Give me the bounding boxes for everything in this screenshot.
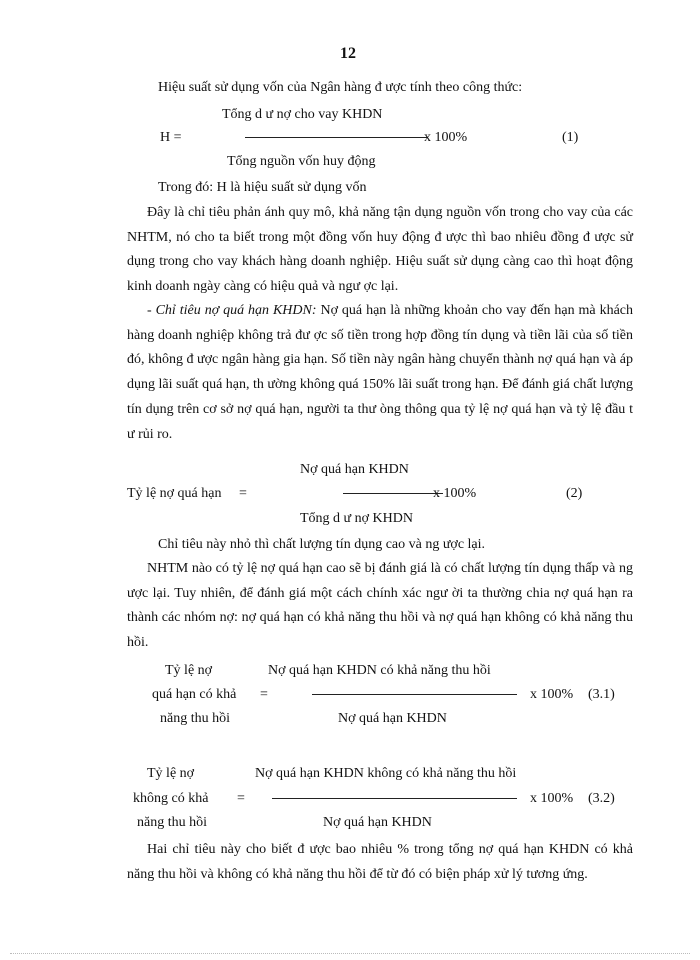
formula-1-numerator: Tổng d ư nợ cho vay KHDN: [222, 107, 383, 122]
paragraph-4-text: NHTM nào có tỷ lệ nợ quá hạn cao sẽ bị đánh giá là có chất lượng tín dụng thấp và ng ược lại. Tuy nhiên, để đánh giá một cách chính xác ngư ời ta thường chia nợ quá hạn ra thành các nhóm nợ: nợ quá hạn có khả năng thu hồi và nợ quá hạn không có khả năng thu hồi.: [127, 561, 633, 651]
paragraph-2-text: Nợ quá hạn là những khoản cho vay đến hạn mà khách hàng doanh nghiệp không trả đư ợc số tiền trong hợp đồng tín dụng và tiền lãi của số tiền đó, không đ ược ngân hàng gia hạn. Số tiền này ngân hàng chuyển thành nợ quá hạn và áp dụng lãi suất quá hạn, th ường không quá 150% lãi suất trong hạn. Để đánh giá chất lượng tín dụng trên cơ sở nợ quá hạn, người ta thư òng thông qua tỷ lệ nợ quá hạn và tỷ lệ đầu t ư rủi ro.: [127, 303, 633, 442]
formula-1-lhs: H =: [160, 130, 182, 145]
paragraph-3: Chỉ tiêu này nhỏ thì chất lượng tín dụng cao và ng ược lại.: [158, 537, 486, 552]
formula-3-2-equals: =: [237, 791, 245, 806]
paragraph-2-lead: - Chỉ tiêu nợ quá hạn KHDN:: [147, 303, 317, 318]
formula-3-1-equals: =: [260, 687, 268, 702]
formula-1-tag: (1): [562, 130, 579, 145]
page-number: 12: [340, 45, 356, 62]
formula-3-1-lhs-line-2: quá hạn có khả: [152, 687, 237, 702]
formula-2-denominator: Tổng d ư nợ KHDN: [300, 511, 413, 526]
formula-3-1-denominator: Nợ quá hạn KHDN: [338, 711, 447, 726]
formula-2-fraction-bar: [343, 493, 443, 494]
formula-1-definition: Trong đó: H là hiệu suất sử dụng vốn: [158, 180, 367, 195]
paragraph-1-text: Đây là chỉ tiêu phản ánh quy mô, khả năng tận dụng nguồn vốn trong cho vay của các NHTM, nó cho ta biết trong một đồng vốn huy động đ ược thì bao nhiêu đồng đ ược sử dụng trong cho vay khách hàng doanh nghiệp. Hiệu suất sử dụng càng cao thì hoạt động kinh doanh ngày càng có hiệu quả và ngư ợc lại.: [127, 205, 633, 295]
formula-3-2-fraction-bar: [272, 798, 517, 799]
formula-1-denominator: Tổng nguồn vốn huy động: [227, 154, 376, 169]
paragraph-4: [127, 557, 633, 656]
intro-line: Hiệu suất sử dụng vốn của Ngân hàng đ ược tính theo công thức:: [158, 80, 523, 95]
formula-3-2-lhs-line-1: Tỷ lệ nợ: [147, 766, 195, 781]
paragraph-1: [127, 201, 633, 300]
formula-3-2-numerator: Nợ quá hạn KHDN không có khả năng thu hồi: [255, 766, 517, 781]
formula-1-times: x 100%: [424, 130, 468, 145]
formula-2-tag: (2): [566, 486, 583, 501]
formula-2-numerator: Nợ quá hạn KHDN: [300, 462, 409, 477]
formula-3-2-denominator: Nợ quá hạn KHDN: [323, 815, 432, 830]
formula-1-fraction-bar: [245, 137, 427, 138]
formula-3-2-times: x 100%: [530, 791, 574, 806]
paragraph-2: [127, 299, 633, 447]
formula-3-1-lhs-line-3: năng thu hồi: [160, 711, 230, 726]
formula-2-times: x 100%: [433, 486, 477, 501]
formula-3-2-lhs-line-3: năng thu hồi: [137, 815, 207, 830]
formula-2-lhs: Tỷ lệ nợ quá hạn =: [127, 486, 247, 501]
page-bottom-border: [10, 953, 690, 954]
formula-3-2-lhs-line-2: không có khả: [133, 791, 209, 806]
formula-3-1-tag: (3.1): [588, 687, 615, 702]
formula-3-2-tag: (3.2): [588, 791, 615, 806]
formula-3-1-fraction-bar: [312, 694, 517, 695]
formula-3-1-numerator: Nợ quá hạn KHDN có khả năng thu hồi: [268, 663, 491, 678]
paragraph-5: [127, 838, 633, 887]
paragraph-5-text: Hai chỉ tiêu này cho biết đ ược bao nhiêu % trong tổng nợ quá hạn KHDN có khả năng thu hồi và không có khả năng thu hồi để từ đó có biện pháp xử lý tương ứng.: [127, 842, 633, 882]
formula-3-1-lhs-line-1: Tỷ lệ nợ: [165, 663, 213, 678]
formula-3-1-times: x 100%: [530, 687, 574, 702]
